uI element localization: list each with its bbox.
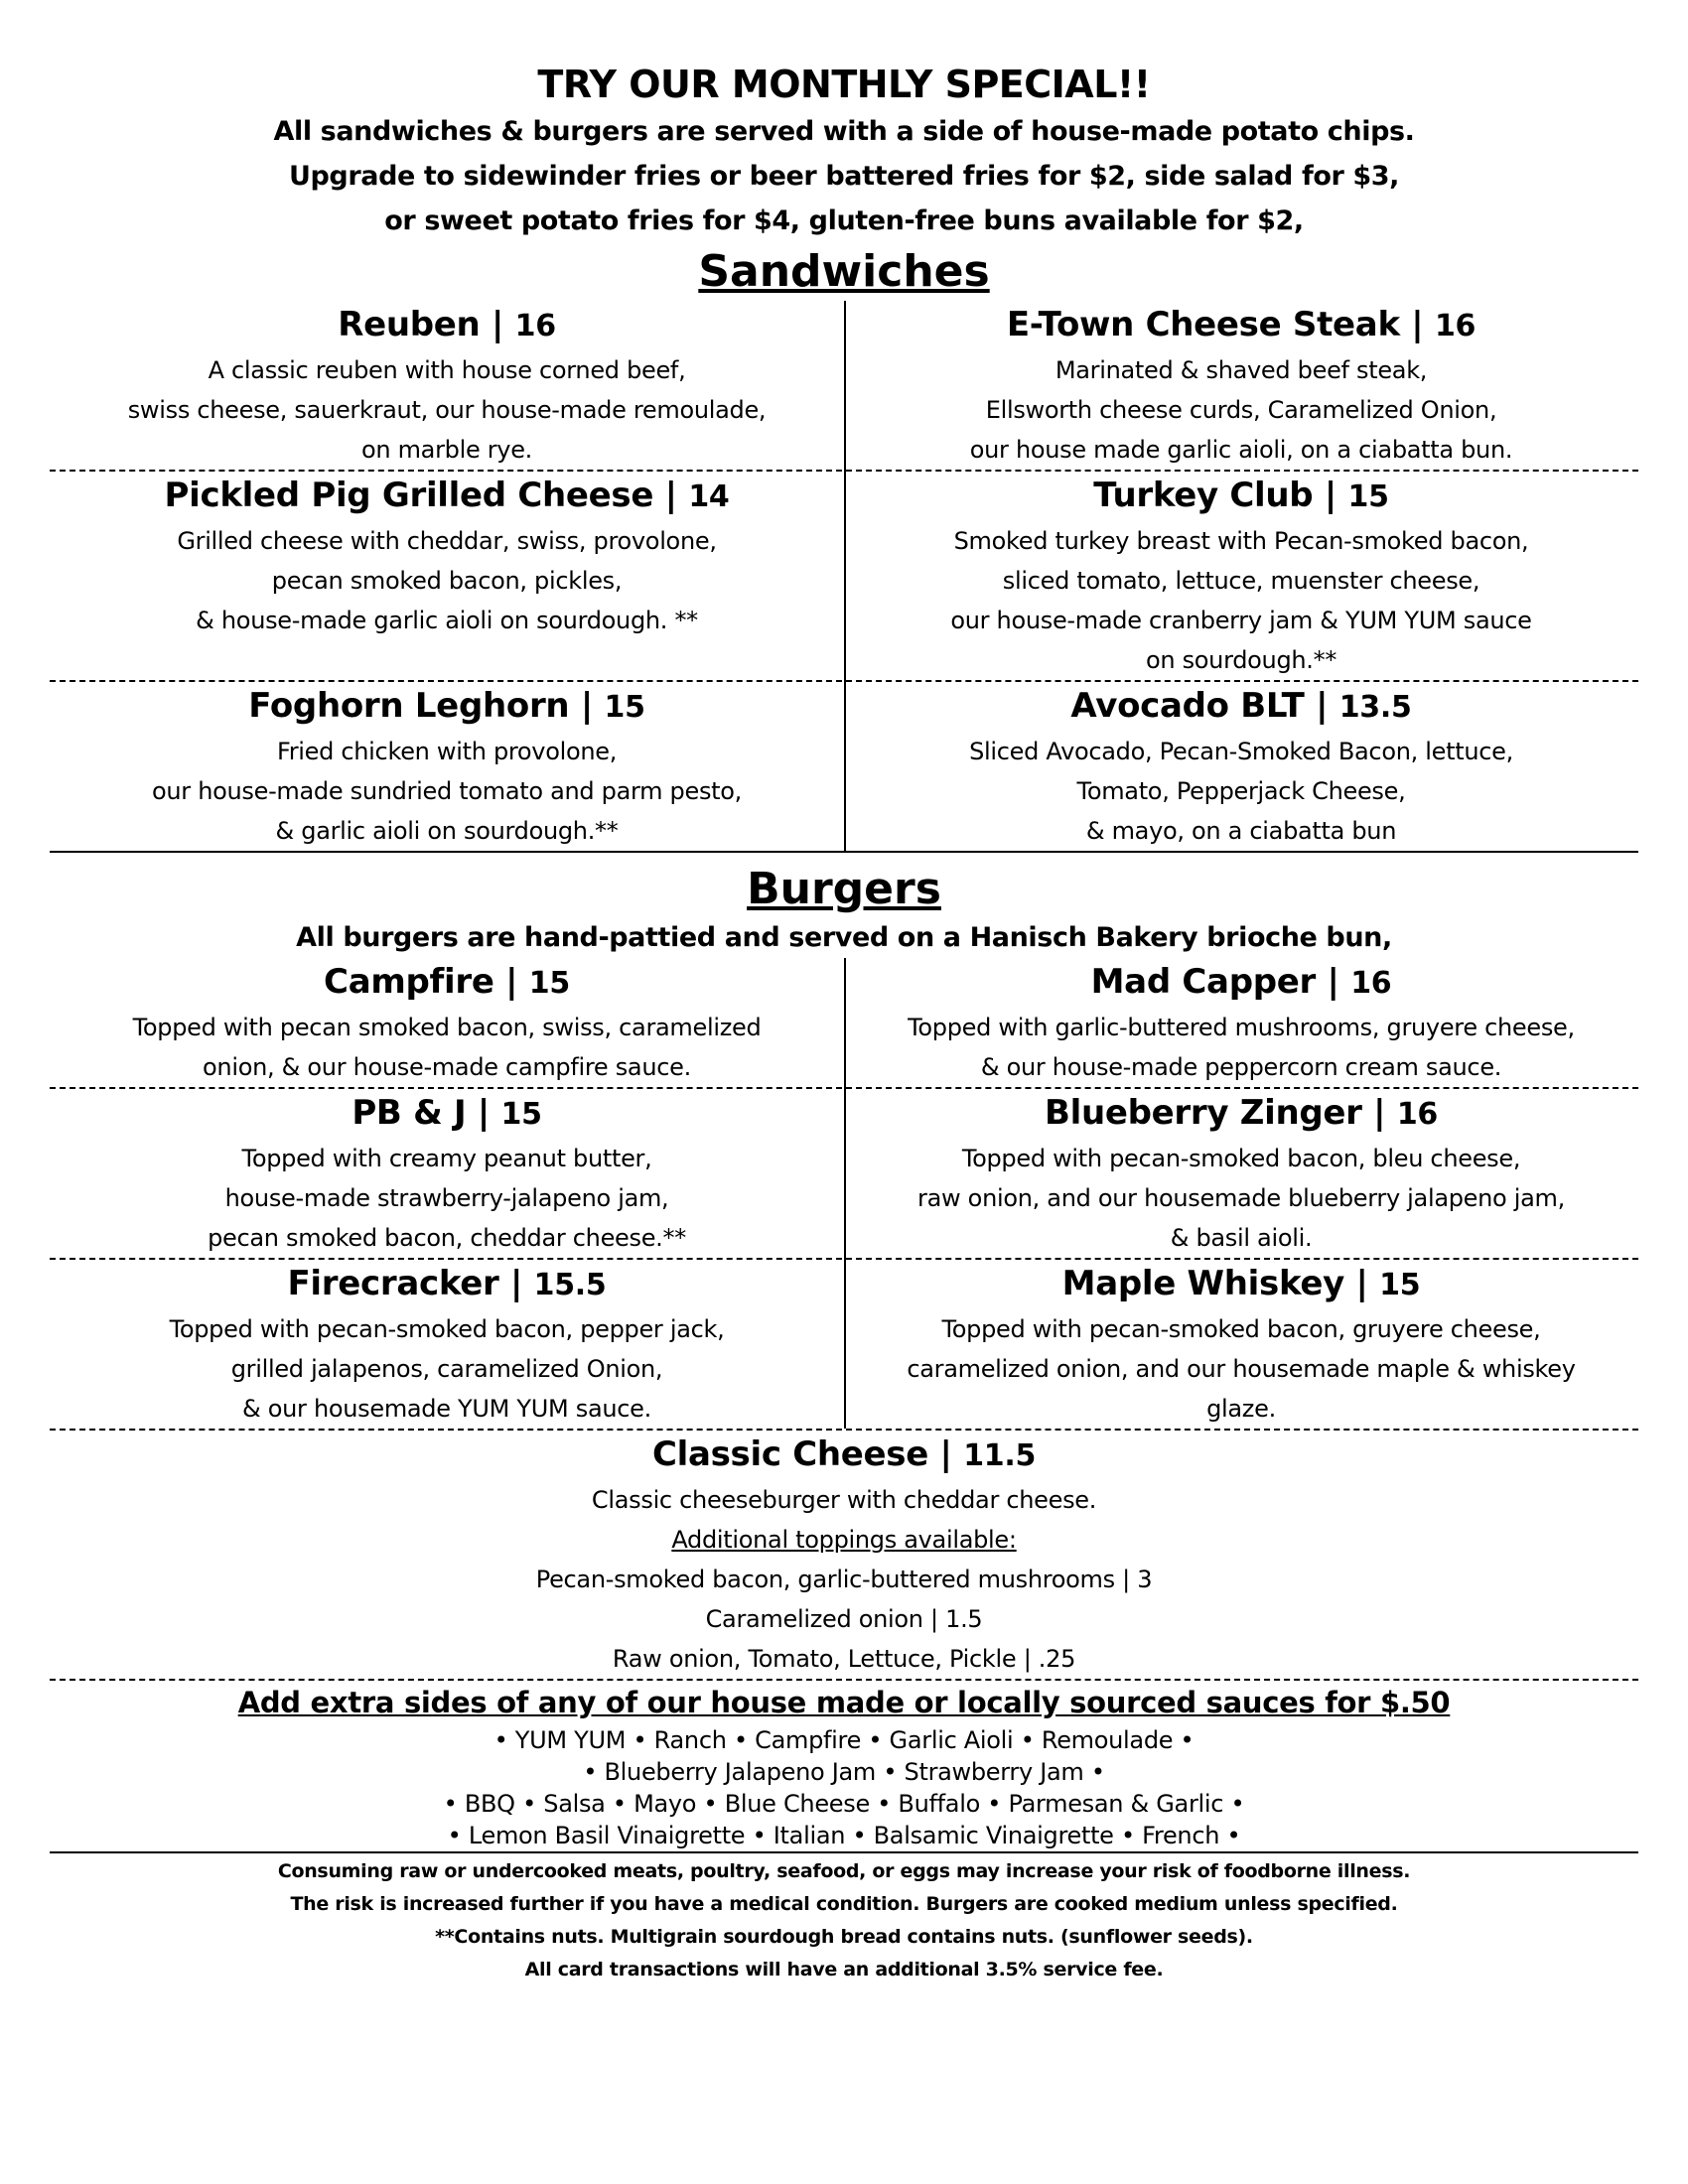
item-desc-line: house-made strawberry-jalapeno jam, bbox=[224, 1184, 669, 1212]
item-title: Maple Whiskey | 15 bbox=[1061, 1264, 1421, 1303]
topping-line: Pecan-smoked bacon, garlic-buttered mushrooms | 3 bbox=[535, 1566, 1153, 1593]
sauces-heading: Add extra sides of any of our house made or locally sourced sauces for $.50 bbox=[237, 1686, 1451, 1719]
item-desc-line: Smoked turkey breast with Pecan-smoked bacon, bbox=[953, 527, 1529, 555]
sauce-line: • YUM YUM • Ranch • Campfire • Garlic Aioli • Remoulade • bbox=[493, 1726, 1195, 1754]
item-desc-line: Tomato, Pepperjack Cheese, bbox=[1076, 777, 1406, 805]
solid-divider bbox=[50, 851, 1638, 853]
disclaimer-line: All card transactions will have an additional 3.5% service fee. bbox=[524, 1959, 1164, 1980]
item-desc-line: Topped with pecan-smoked bacon, gruyere cheese, bbox=[941, 1315, 1541, 1343]
item-price: 16 bbox=[1434, 309, 1477, 343]
item-desc-line: our house-made sundried tomato and parm pesto, bbox=[152, 777, 742, 805]
topping-line: Caramelized onion | 1.5 bbox=[705, 1605, 983, 1633]
item-title: Turkey Club | 15 bbox=[1093, 476, 1389, 515]
classic-cheese-block bbox=[50, 1431, 1638, 1679]
sauce-line: • BBQ • Salsa • Mayo • Blue Cheese • Buffalo • Parmesan & Garlic • bbox=[443, 1790, 1245, 1818]
item-desc-line: pecan smoked bacon, pickles, bbox=[271, 567, 623, 595]
menu-item bbox=[50, 682, 844, 851]
item-desc-line: Grilled cheese with cheddar, swiss, provolone, bbox=[177, 527, 717, 555]
intro-line: All sandwiches & burgers are served with a side of house-made potato chips. bbox=[273, 116, 1415, 147]
item-desc-line: on sourdough.** bbox=[1145, 646, 1337, 674]
item-name: Mad Capper bbox=[1090, 962, 1316, 1002]
item-desc-line: & our house-made peppercorn cream sauce. bbox=[980, 1053, 1502, 1081]
item-desc-line: Topped with pecan smoked bacon, swiss, caramelized bbox=[132, 1014, 762, 1041]
item-desc-line: Topped with garlic-buttered mushrooms, gruyere cheese, bbox=[908, 1014, 1575, 1041]
item-desc-line: Topped with creamy peanut butter, bbox=[241, 1145, 652, 1172]
footer-disclaimer bbox=[50, 1855, 1638, 1986]
item-desc-line: & our housemade YUM YUM sauce. bbox=[242, 1395, 651, 1423]
page-title: TRY OUR MONTHLY SPECIAL!! bbox=[537, 63, 1151, 106]
item-desc-line: on marble rye. bbox=[360, 436, 533, 464]
item-desc-line: Sliced Avocado, Pecan-Smoked Bacon, lettuce, bbox=[969, 738, 1513, 765]
item-desc-line: & basil aioli. bbox=[1170, 1224, 1313, 1252]
item-title: E-Town Cheese Steak | 16 bbox=[1006, 305, 1477, 344]
item-price: 16 bbox=[1396, 1097, 1438, 1132]
item-desc-line: swiss cheese, sauerkraut, our house-made remoulade, bbox=[127, 396, 767, 424]
sauce-line: • Blueberry Jalapeno Jam • Strawberry Jam • bbox=[583, 1758, 1105, 1786]
menu-item bbox=[50, 1089, 844, 1258]
solid-divider bbox=[50, 1851, 1638, 1853]
item-price: 15 bbox=[1379, 1268, 1421, 1302]
menu-item bbox=[844, 958, 1638, 1087]
item-price: 15 bbox=[500, 1097, 542, 1132]
item-name: Maple Whiskey bbox=[1061, 1264, 1344, 1303]
item-desc-line: grilled jalapenos, caramelized Onion, bbox=[230, 1355, 663, 1383]
item-title: Pickled Pig Grilled Cheese | 14 bbox=[164, 476, 730, 515]
item-desc-line: Fried chicken with provolone, bbox=[276, 738, 618, 765]
item-price: 16 bbox=[514, 309, 556, 343]
toppings-heading: Additional toppings available: bbox=[671, 1526, 1017, 1554]
menu-item bbox=[50, 472, 844, 680]
item-title: Blueberry Zinger | 16 bbox=[1044, 1093, 1438, 1133]
topping-line: Raw onion, Tomato, Lettuce, Pickle | .25 bbox=[612, 1645, 1076, 1673]
menu-item bbox=[844, 472, 1638, 680]
item-name: Campfire bbox=[324, 962, 494, 1002]
sauces-block bbox=[50, 1681, 1638, 1851]
menu-item bbox=[844, 1260, 1638, 1429]
burgers-grid bbox=[50, 958, 1638, 1429]
item-price: 11.5 bbox=[963, 1438, 1037, 1473]
item-desc-line: A classic reuben with house corned beef, bbox=[208, 356, 686, 384]
item-price: 15 bbox=[604, 690, 645, 725]
item-desc-line: Classic cheeseburger with cheddar cheese. bbox=[591, 1486, 1097, 1514]
item-name: Foghorn Leghorn bbox=[248, 686, 570, 726]
item-title: Firecracker | 15.5 bbox=[287, 1264, 607, 1303]
item-name: Classic Cheese bbox=[651, 1434, 928, 1474]
item-desc-line: glaze. bbox=[1206, 1395, 1276, 1423]
item-price: 14 bbox=[688, 479, 730, 514]
item-title: Classic Cheese | 11.5 bbox=[651, 1434, 1037, 1474]
disclaimer-line: The risk is increased further if you have a medical condition. Burgers are cooked medium unless specified. bbox=[290, 1893, 1398, 1915]
sandwiches-grid bbox=[50, 301, 1638, 851]
menu-item bbox=[50, 301, 844, 470]
item-price: 15.5 bbox=[533, 1268, 607, 1302]
item-name: Firecracker bbox=[287, 1264, 499, 1303]
intro-line: or sweet potato fries for $4, gluten-free buns available for $2, bbox=[384, 205, 1304, 236]
disclaimer-line: **Contains nuts. Multigrain sourdough bread contains nuts. (sunflower seeds). bbox=[435, 1926, 1253, 1948]
item-title: PB & J | 15 bbox=[352, 1093, 542, 1133]
item-title: Mad Capper | 16 bbox=[1090, 962, 1392, 1002]
item-title: Foghorn Leghorn | 15 bbox=[248, 686, 645, 726]
intro-line: Upgrade to sidewinder fries or beer battered fries for $2, side salad for $3, bbox=[288, 161, 1400, 192]
item-price: 13.5 bbox=[1338, 690, 1412, 725]
item-price: 15 bbox=[1347, 479, 1389, 514]
menu-item bbox=[844, 682, 1638, 851]
sandwiches-heading: Sandwiches bbox=[698, 246, 990, 297]
item-price: 15 bbox=[528, 966, 570, 1001]
item-name: Avocado BLT bbox=[1070, 686, 1305, 726]
disclaimer-line: Consuming raw or undercooked meats, poultry, seafood, or eggs may increase your risk of foodborne illness. bbox=[277, 1860, 1411, 1882]
item-desc-line: & garlic aioli on sourdough.** bbox=[275, 817, 619, 845]
menu-header bbox=[50, 60, 1638, 243]
item-name: Blueberry Zinger bbox=[1044, 1093, 1362, 1133]
item-desc-line: sliced tomato, lettuce, muenster cheese, bbox=[1002, 567, 1480, 595]
item-title: Avocado BLT | 13.5 bbox=[1070, 686, 1412, 726]
item-title: Campfire | 15 bbox=[324, 962, 570, 1002]
menu-item bbox=[50, 958, 844, 1087]
item-desc-line: Ellsworth cheese curds, Caramelized Onion, bbox=[985, 396, 1497, 424]
item-desc-line: our house made garlic aioli, on a ciabatta bun. bbox=[969, 436, 1513, 464]
item-desc-line: Topped with pecan-smoked bacon, pepper jack, bbox=[169, 1315, 725, 1343]
menu-page bbox=[50, 60, 1638, 1986]
item-title: Reuben | 16 bbox=[338, 305, 556, 344]
item-desc-line: our house-made cranberry jam & YUM YUM sauce bbox=[950, 607, 1532, 634]
item-desc-line: Topped with pecan-smoked bacon, bleu cheese, bbox=[961, 1145, 1521, 1172]
item-desc-line: & mayo, on a ciabatta bun bbox=[1085, 817, 1397, 845]
burgers-subheading: All burgers are hand-pattied and served on a Hanisch Bakery brioche bun, bbox=[296, 922, 1392, 953]
item-name: Turkey Club bbox=[1093, 476, 1314, 515]
item-desc-line: raw onion, and our housemade blueberry jalapeno jam, bbox=[917, 1184, 1565, 1212]
menu-item bbox=[844, 1089, 1638, 1258]
sauce-line: • Lemon Basil Vinaigrette • Italian • Balsamic Vinaigrette • French • bbox=[447, 1822, 1241, 1849]
item-desc-line: Marinated & shaved beef steak, bbox=[1055, 356, 1428, 384]
item-name: Reuben bbox=[338, 305, 481, 344]
item-name: E-Town Cheese Steak bbox=[1006, 305, 1400, 344]
menu-item bbox=[844, 301, 1638, 470]
burgers-heading: Burgers bbox=[747, 864, 941, 914]
item-desc-line: pecan smoked bacon, cheddar cheese.** bbox=[208, 1224, 686, 1252]
item-price: 16 bbox=[1350, 966, 1392, 1001]
item-desc-line: caramelized onion, and our housemade maple & whiskey bbox=[907, 1355, 1576, 1383]
item-name: Pickled Pig Grilled Cheese bbox=[164, 476, 654, 515]
item-desc-line: & house-made garlic aioli on sourdough. ** bbox=[196, 607, 698, 634]
item-desc-line: onion, & our house-made campfire sauce. bbox=[203, 1053, 691, 1081]
item-name: PB & J bbox=[352, 1093, 467, 1133]
menu-item bbox=[50, 1260, 844, 1429]
